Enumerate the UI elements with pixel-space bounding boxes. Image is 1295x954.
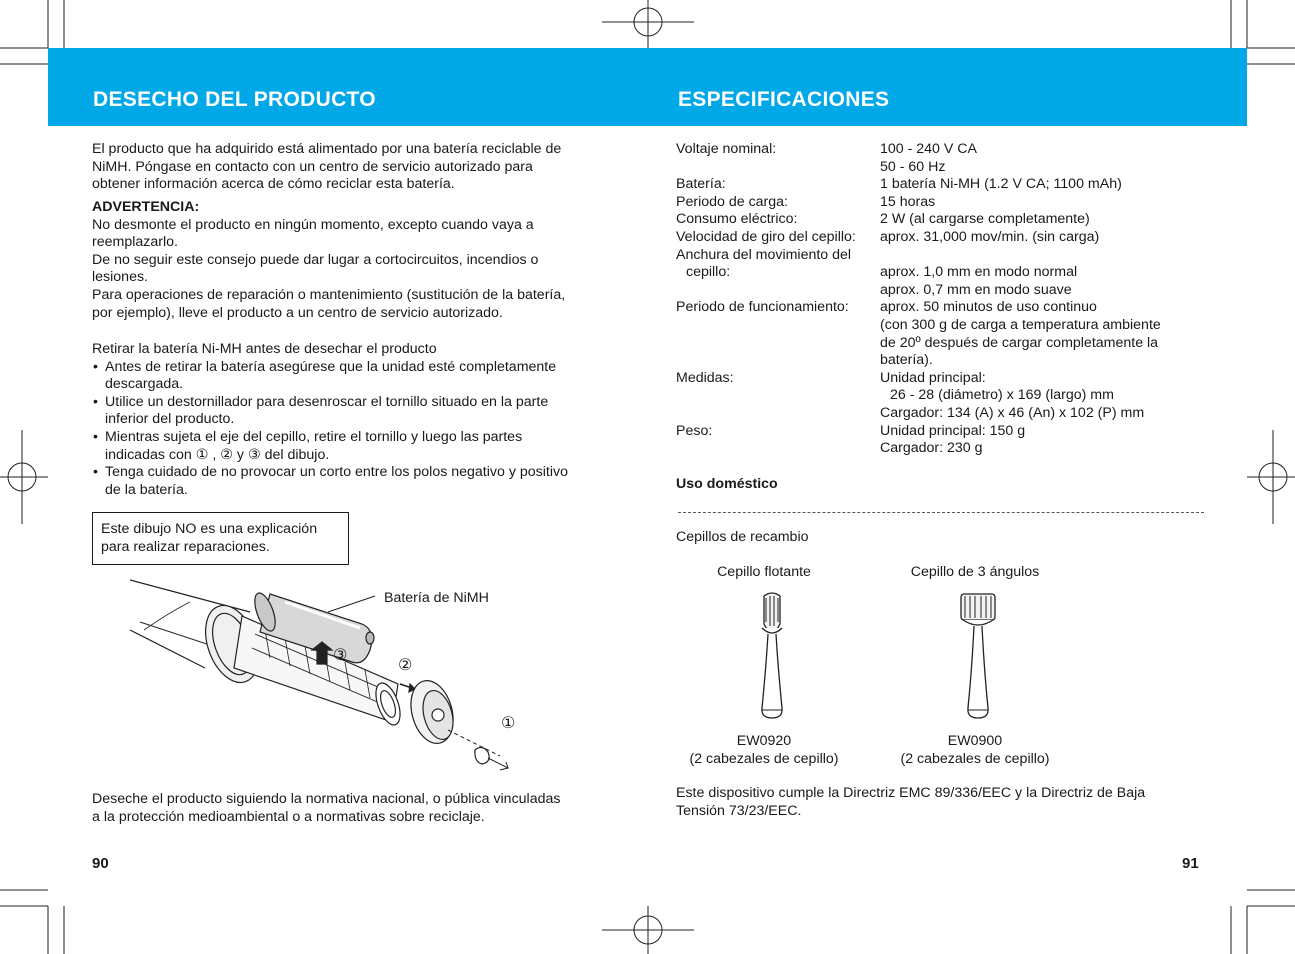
- spec-row: [676, 264, 1216, 282]
- three-angle-brush-head-image: [955, 588, 1001, 722]
- spec-value: aprox. 31,000 mov/min. (sin carga): [880, 228, 1100, 245]
- warning-line: De no seguir este consejo puede dar lugar a cortocircuitos, incendios o: [92, 251, 539, 268]
- spec-row: [676, 423, 1216, 441]
- intro-line: El producto que ha adquirido está alimentado por una batería reciclable de: [92, 141, 562, 157]
- section-divider: [678, 512, 1204, 513]
- list-item: [92, 394, 632, 429]
- brush1-name: Cepillo flotante: [717, 564, 811, 580]
- page-number-right: 91: [1182, 855, 1199, 872]
- compliance-paragraph: [676, 785, 1216, 820]
- list-item-text: indicadas con ① , ② y ③ del dibujo.: [105, 446, 330, 463]
- list-item-text: de la batería.: [105, 481, 188, 498]
- spec-row: [676, 352, 1216, 370]
- specs-table: [676, 141, 1216, 458]
- list-item-text: Mientras sujeta el eje del cepillo, retire el tornillo y luego las partes: [105, 428, 523, 445]
- spec-value: aprox. 1,0 mm en modo normal: [880, 264, 1078, 281]
- spec-label: Periodo de carga:: [676, 193, 788, 210]
- closing-line: a la protección medioambiental o a normativas sobre reciclaje.: [92, 808, 485, 825]
- spec-label: Peso:: [676, 422, 713, 439]
- intro-line: NiMH. Póngase en contacto con un centro de servicio autorizado para: [92, 158, 533, 175]
- spec-value: Unidad principal:: [880, 369, 986, 386]
- warning-title: ADVERTENCIA:: [92, 199, 200, 215]
- spec-value: aprox. 50 minutos de uso continuo: [880, 299, 1097, 316]
- brush2-name: Cepillo de 3 ángulos: [910, 564, 1040, 580]
- spec-value: 50 - 60 Hz: [880, 158, 946, 175]
- right-header-bar: [646, 48, 1247, 126]
- list-item: [92, 429, 632, 464]
- warning-line: No desmonte el producto en ningún momento, excepto cuando vaya a: [92, 216, 534, 233]
- compliance-line: Este dispositivo cumple la Directriz EMC 89/336/EEC y la Directriz de Baja: [676, 785, 1146, 801]
- step-1-marker: ①: [501, 715, 516, 732]
- note-box: [92, 512, 349, 565]
- list-item-text: inferior del producto.: [105, 411, 235, 428]
- list-item-text: descargada.: [105, 376, 184, 393]
- left-header-bar: [48, 48, 646, 126]
- spec-value: 100 - 240 V CA: [880, 141, 978, 157]
- spec-row: [676, 440, 1216, 458]
- spec-label: Velocidad de giro del cepillo:: [676, 228, 856, 245]
- brush2-qty: (2 cabezales de cepillo): [900, 751, 1050, 767]
- spec-row: [676, 141, 1216, 159]
- list-item: [92, 359, 632, 394]
- home-use-label: Uso doméstico: [676, 476, 778, 492]
- spec-label: Batería:: [676, 176, 726, 193]
- brush1-qty: (2 cabezales de cepillo): [689, 751, 839, 767]
- spec-value: 2 W (al cargarse completamente): [880, 211, 1090, 228]
- list-item-text: Tenga cuidado de no provocar un corto entre los polos negativo y positivo: [105, 464, 568, 481]
- closing-line: Deseche el producto siguiendo la normativa nacional, o pública vinculadas: [92, 791, 561, 807]
- spec-label: Consumo eléctrico:: [676, 211, 798, 228]
- spec-value: Unidad principal: 150 g: [880, 422, 1026, 439]
- spec-label: cepillo:: [686, 264, 731, 281]
- spec-row: [676, 299, 1216, 317]
- page-number-left: 90: [92, 855, 109, 872]
- spec-value: 15 horas: [880, 193, 936, 210]
- list-item: [92, 464, 632, 499]
- spec-label: Voltaje nominal:: [676, 141, 777, 157]
- battery-label: Batería de NiMH: [384, 590, 489, 606]
- spec-value: (con 300 g de carga a temperatura ambiente: [880, 316, 1161, 333]
- warning-line: Para operaciones de reparación o mantenimiento (sustitución de la batería,: [92, 286, 566, 303]
- remove-battery-section: [92, 341, 632, 499]
- spec-row: [676, 176, 1216, 194]
- list-item-text: Utilice un destornillador para desenroscar el tornillo situado en la parte: [105, 393, 549, 410]
- spec-value: 1 batería Ni-MH (1.2 V CA; 1100 mAh): [880, 176, 1122, 193]
- warning-section: [92, 199, 632, 322]
- warning-line: por ejemplo), lleve el producto a un centro de servicio autorizado.: [92, 304, 503, 321]
- step-2-marker: ②: [398, 657, 413, 674]
- right-page-title: ESPECIFICACIONES: [678, 88, 890, 111]
- list-item-text: Antes de retirar la batería asegúrese que la unidad esté completamente: [105, 358, 557, 375]
- replacement-title: Cepillos de recambio: [676, 529, 809, 545]
- instruction-list: [92, 359, 632, 500]
- brush2-code: EW0900: [947, 733, 1003, 749]
- spec-row: [676, 194, 1216, 212]
- spec-row: [676, 405, 1216, 423]
- spec-row: [676, 335, 1216, 353]
- spec-row: [676, 247, 1216, 265]
- spec-label: Medidas:: [676, 369, 734, 386]
- note-line: Este dibujo NO es una explicación: [101, 521, 318, 537]
- intro-line: obtener información acerca de cómo reciclar esta batería.: [92, 176, 455, 193]
- spec-row: [676, 387, 1216, 405]
- spec-row: [676, 282, 1216, 300]
- warning-line: lesiones.: [92, 269, 148, 286]
- compliance-line: Tensión 73/23/EEC.: [676, 802, 802, 819]
- brush1-code: EW0920: [736, 733, 792, 749]
- spec-value: Cargador: 134 (A) x 46 (An) x 102 (P) mm: [880, 404, 1145, 421]
- spec-row: [676, 317, 1216, 335]
- spec-value: Cargador: 230 g: [880, 440, 983, 457]
- intro-paragraph: [92, 141, 632, 194]
- spec-value: aprox. 0,7 mm en modo suave: [880, 281, 1072, 298]
- spec-row: [676, 229, 1216, 247]
- closing-paragraph: [92, 791, 632, 826]
- spec-row: [676, 370, 1216, 388]
- spec-label: Periodo de funcionamiento:: [676, 299, 849, 316]
- spec-row: [676, 159, 1216, 177]
- step-3-marker: ③: [333, 647, 348, 664]
- left-page-title: DESECHO DEL PRODUCTO: [93, 88, 376, 111]
- remove-battery-title: Retirar la batería Ni-MH antes de desechar el producto: [92, 341, 437, 357]
- spec-label: Anchura del movimiento del: [676, 246, 852, 263]
- spec-row: [676, 211, 1216, 229]
- spec-value: 26 - 28 (diámetro) x 169 (largo) mm: [890, 387, 1114, 404]
- spec-value: batería).: [880, 352, 933, 369]
- spec-value: de 20º después de cargar completamente la: [880, 334, 1159, 351]
- warning-line: reemplazarlo.: [92, 234, 178, 251]
- note-line: para realizar reparaciones.: [101, 538, 270, 555]
- floating-brush-head-image: [752, 588, 792, 722]
